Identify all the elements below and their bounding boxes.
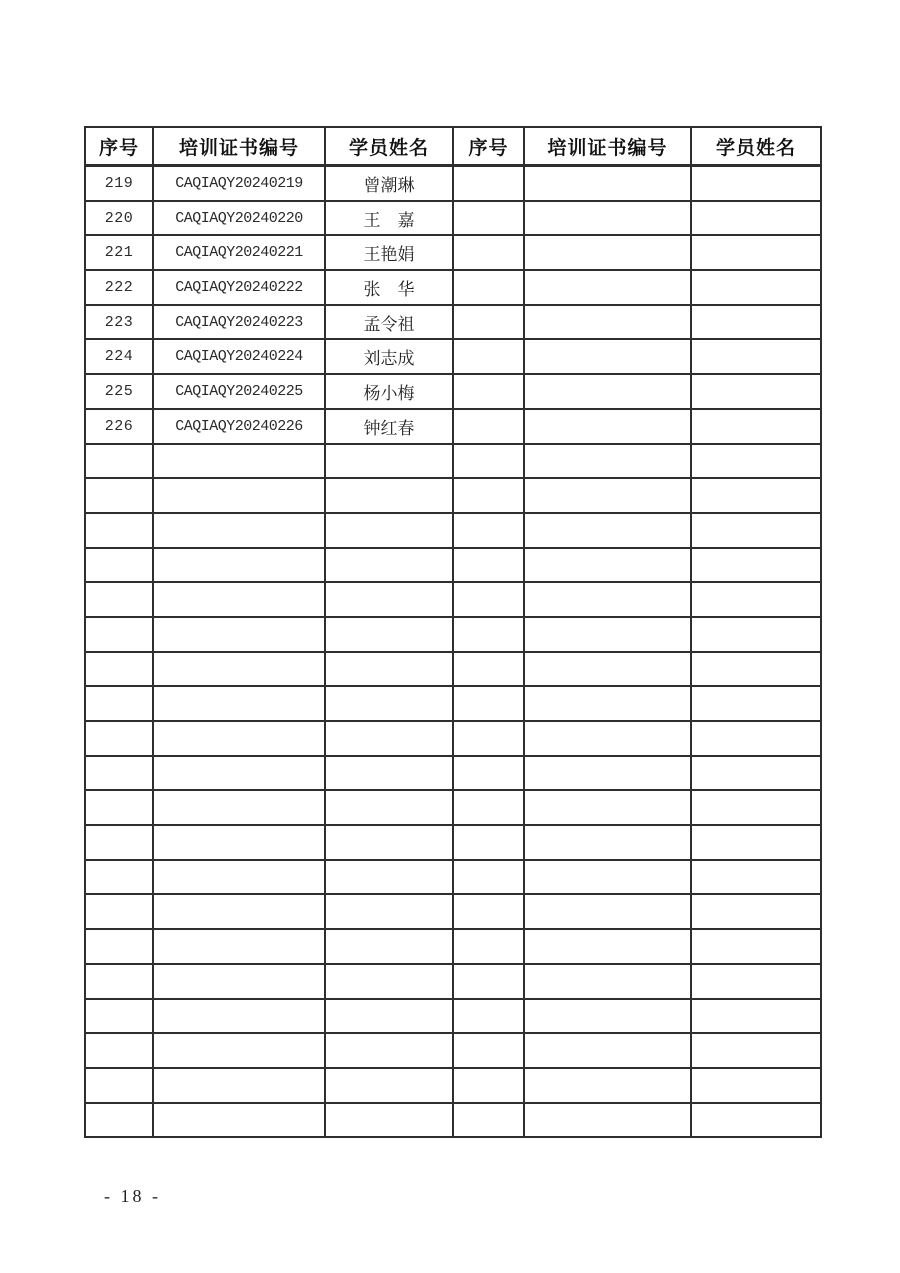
cell-serial-left bbox=[85, 1068, 153, 1103]
table-body bbox=[85, 166, 821, 1138]
column-header-serial-left: 序号 bbox=[85, 127, 153, 166]
cell-serial-left bbox=[85, 790, 153, 825]
page-number: - 18 - bbox=[104, 1186, 161, 1206]
table-row-empty bbox=[85, 548, 821, 583]
cell-certificate-right bbox=[524, 999, 691, 1034]
table-row-empty bbox=[85, 444, 821, 479]
cell-certificate-right bbox=[524, 305, 691, 340]
cell-name-left: 刘志成 bbox=[325, 339, 453, 374]
cell-name-left: 孟令祖 bbox=[325, 305, 453, 340]
table-row bbox=[85, 166, 821, 201]
cell-certificate-left bbox=[153, 1103, 325, 1138]
certificate-roster-table bbox=[84, 126, 822, 1138]
cell-name-right bbox=[691, 444, 821, 479]
cell-serial-left bbox=[85, 999, 153, 1034]
table-row-empty bbox=[85, 478, 821, 513]
cell-certificate-left: CAQIAQY20240225 bbox=[153, 374, 325, 409]
cell-certificate-right bbox=[524, 894, 691, 929]
cell-serial-right bbox=[453, 201, 524, 236]
cell-name-right bbox=[691, 235, 821, 270]
cell-certificate-right bbox=[524, 617, 691, 652]
cell-name-right bbox=[691, 339, 821, 374]
cell-certificate-left bbox=[153, 860, 325, 895]
cell-serial-right bbox=[453, 409, 524, 444]
table-row-empty bbox=[85, 999, 821, 1034]
table-row bbox=[85, 305, 821, 340]
cell-serial-right bbox=[453, 235, 524, 270]
cell-certificate-left: CAQIAQY20240226 bbox=[153, 409, 325, 444]
cell-name-left bbox=[325, 1103, 453, 1138]
cell-certificate-right bbox=[524, 374, 691, 409]
cell-name-right bbox=[691, 166, 821, 201]
cell-serial-right bbox=[453, 305, 524, 340]
cell-serial-right bbox=[453, 686, 524, 721]
cell-name-right bbox=[691, 686, 821, 721]
cell-certificate-left bbox=[153, 652, 325, 687]
cell-name-left bbox=[325, 790, 453, 825]
cell-name-right bbox=[691, 999, 821, 1034]
cell-name-right bbox=[691, 860, 821, 895]
cell-name-right bbox=[691, 1103, 821, 1138]
cell-serial-left: 219 bbox=[85, 166, 153, 201]
cell-name-left: 王艳娟 bbox=[325, 235, 453, 270]
cell-name-right bbox=[691, 1033, 821, 1068]
cell-name-left bbox=[325, 617, 453, 652]
cell-certificate-right bbox=[524, 756, 691, 791]
cell-name-right bbox=[691, 270, 821, 305]
cell-name-right bbox=[691, 929, 821, 964]
cell-certificate-right bbox=[524, 548, 691, 583]
cell-serial-right bbox=[453, 1068, 524, 1103]
cell-certificate-right bbox=[524, 1068, 691, 1103]
cell-name-right bbox=[691, 409, 821, 444]
cell-name-right bbox=[691, 652, 821, 687]
cell-certificate-left bbox=[153, 825, 325, 860]
cell-name-left: 钟红春 bbox=[325, 409, 453, 444]
cell-certificate-left bbox=[153, 478, 325, 513]
cell-name-right bbox=[691, 894, 821, 929]
cell-serial-left bbox=[85, 686, 153, 721]
table-row bbox=[85, 339, 821, 374]
table-row bbox=[85, 374, 821, 409]
cell-certificate-left bbox=[153, 582, 325, 617]
cell-serial-left bbox=[85, 756, 153, 791]
cell-certificate-left bbox=[153, 1068, 325, 1103]
cell-name-right bbox=[691, 201, 821, 236]
cell-serial-right bbox=[453, 790, 524, 825]
table-row-empty bbox=[85, 894, 821, 929]
cell-certificate-left bbox=[153, 929, 325, 964]
cell-serial-left: 222 bbox=[85, 270, 153, 305]
cell-name-right bbox=[691, 756, 821, 791]
table-row-empty bbox=[85, 790, 821, 825]
cell-serial-left: 221 bbox=[85, 235, 153, 270]
cell-certificate-right bbox=[524, 582, 691, 617]
cell-certificate-right bbox=[524, 790, 691, 825]
column-header-name-right: 学员姓名 bbox=[691, 127, 821, 166]
cell-name-left bbox=[325, 444, 453, 479]
cell-certificate-right bbox=[524, 270, 691, 305]
cell-serial-right bbox=[453, 894, 524, 929]
cell-name-right bbox=[691, 374, 821, 409]
cell-name-left bbox=[325, 964, 453, 999]
cell-serial-right bbox=[453, 929, 524, 964]
cell-serial-right bbox=[453, 1033, 524, 1068]
table-row-empty bbox=[85, 617, 821, 652]
table-row-empty bbox=[85, 825, 821, 860]
cell-certificate-left bbox=[153, 964, 325, 999]
table-row-empty bbox=[85, 721, 821, 756]
cell-certificate-right bbox=[524, 1033, 691, 1068]
cell-serial-left bbox=[85, 1103, 153, 1138]
column-header-certificate-right: 培训证书编号 bbox=[524, 127, 691, 166]
cell-serial-right bbox=[453, 166, 524, 201]
cell-serial-right bbox=[453, 444, 524, 479]
cell-name-left bbox=[325, 999, 453, 1034]
table-row-empty bbox=[85, 964, 821, 999]
table-row-empty bbox=[85, 686, 821, 721]
cell-serial-left bbox=[85, 617, 153, 652]
cell-certificate-left: CAQIAQY20240222 bbox=[153, 270, 325, 305]
cell-serial-right bbox=[453, 478, 524, 513]
cell-serial-right bbox=[453, 582, 524, 617]
cell-name-right bbox=[691, 1068, 821, 1103]
cell-certificate-left bbox=[153, 444, 325, 479]
table-row-empty bbox=[85, 513, 821, 548]
cell-certificate-left: CAQIAQY20240223 bbox=[153, 305, 325, 340]
cell-name-right bbox=[691, 305, 821, 340]
cell-serial-right bbox=[453, 270, 524, 305]
cell-name-left bbox=[325, 1033, 453, 1068]
cell-serial-left: 225 bbox=[85, 374, 153, 409]
cell-serial-right bbox=[453, 652, 524, 687]
cell-certificate-left bbox=[153, 1033, 325, 1068]
table-row-empty bbox=[85, 860, 821, 895]
cell-certificate-left bbox=[153, 548, 325, 583]
table-row-empty bbox=[85, 1103, 821, 1138]
cell-serial-left bbox=[85, 964, 153, 999]
cell-name-right bbox=[691, 964, 821, 999]
cell-certificate-left bbox=[153, 790, 325, 825]
table-header-row bbox=[85, 127, 821, 166]
cell-serial-left bbox=[85, 652, 153, 687]
cell-serial-left bbox=[85, 478, 153, 513]
cell-certificate-right bbox=[524, 721, 691, 756]
cell-serial-right bbox=[453, 721, 524, 756]
cell-name-right bbox=[691, 721, 821, 756]
table-row bbox=[85, 270, 821, 305]
cell-name-right bbox=[691, 478, 821, 513]
cell-certificate-right bbox=[524, 929, 691, 964]
cell-name-left bbox=[325, 478, 453, 513]
cell-name-left: 杨小梅 bbox=[325, 374, 453, 409]
cell-serial-right bbox=[453, 617, 524, 652]
cell-serial-left bbox=[85, 1033, 153, 1068]
table-row-empty bbox=[85, 929, 821, 964]
cell-serial-right bbox=[453, 860, 524, 895]
cell-serial-left bbox=[85, 721, 153, 756]
table-header bbox=[85, 127, 821, 166]
cell-name-left bbox=[325, 825, 453, 860]
cell-serial-left bbox=[85, 444, 153, 479]
cell-serial-right bbox=[453, 339, 524, 374]
cell-name-left: 王 嘉 bbox=[325, 201, 453, 236]
table-row bbox=[85, 235, 821, 270]
cell-certificate-right bbox=[524, 235, 691, 270]
cell-certificate-left: CAQIAQY20240224 bbox=[153, 339, 325, 374]
cell-serial-right bbox=[453, 825, 524, 860]
cell-serial-right bbox=[453, 513, 524, 548]
column-header-serial-right: 序号 bbox=[453, 127, 524, 166]
cell-serial-left: 220 bbox=[85, 201, 153, 236]
table-row-empty bbox=[85, 582, 821, 617]
cell-serial-left bbox=[85, 582, 153, 617]
cell-certificate-right bbox=[524, 201, 691, 236]
cell-certificate-left bbox=[153, 617, 325, 652]
cell-name-left bbox=[325, 513, 453, 548]
cell-certificate-left bbox=[153, 756, 325, 791]
cell-certificate-right bbox=[524, 478, 691, 513]
cell-certificate-right bbox=[524, 652, 691, 687]
cell-serial-left: 226 bbox=[85, 409, 153, 444]
cell-serial-left: 224 bbox=[85, 339, 153, 374]
cell-name-left bbox=[325, 756, 453, 791]
cell-serial-left bbox=[85, 894, 153, 929]
cell-name-left bbox=[325, 686, 453, 721]
cell-name-left bbox=[325, 721, 453, 756]
cell-certificate-right bbox=[524, 686, 691, 721]
table-row bbox=[85, 409, 821, 444]
cell-name-left bbox=[325, 929, 453, 964]
cell-name-right bbox=[691, 790, 821, 825]
cell-name-right bbox=[691, 548, 821, 583]
cell-certificate-right bbox=[524, 339, 691, 374]
cell-name-left bbox=[325, 860, 453, 895]
cell-certificate-right bbox=[524, 964, 691, 999]
cell-serial-left bbox=[85, 513, 153, 548]
cell-serial-left bbox=[85, 929, 153, 964]
cell-name-right bbox=[691, 825, 821, 860]
table-row-empty bbox=[85, 756, 821, 791]
cell-certificate-right bbox=[524, 1103, 691, 1138]
cell-certificate-right bbox=[524, 166, 691, 201]
cell-name-left bbox=[325, 894, 453, 929]
cell-name-right bbox=[691, 617, 821, 652]
cell-name-left: 曾潮琳 bbox=[325, 166, 453, 201]
cell-certificate-right bbox=[524, 825, 691, 860]
cell-certificate-left bbox=[153, 999, 325, 1034]
cell-certificate-left bbox=[153, 686, 325, 721]
cell-certificate-left: CAQIAQY20240219 bbox=[153, 166, 325, 201]
cell-name-right bbox=[691, 513, 821, 548]
cell-name-left: 张 华 bbox=[325, 270, 453, 305]
cell-certificate-right bbox=[524, 409, 691, 444]
cell-serial-right bbox=[453, 756, 524, 791]
table-row-empty bbox=[85, 1033, 821, 1068]
cell-name-left bbox=[325, 1068, 453, 1103]
cell-certificate-left bbox=[153, 894, 325, 929]
table-row bbox=[85, 201, 821, 236]
cell-name-left bbox=[325, 652, 453, 687]
cell-certificate-left: CAQIAQY20240220 bbox=[153, 201, 325, 236]
cell-certificate-right bbox=[524, 860, 691, 895]
cell-certificate-left bbox=[153, 513, 325, 548]
table-row-empty bbox=[85, 1068, 821, 1103]
cell-certificate-left bbox=[153, 721, 325, 756]
table-row-empty bbox=[85, 652, 821, 687]
column-header-name-left: 学员姓名 bbox=[325, 127, 453, 166]
cell-certificate-left: CAQIAQY20240221 bbox=[153, 235, 325, 270]
cell-certificate-right bbox=[524, 513, 691, 548]
cell-serial-left bbox=[85, 548, 153, 583]
cell-serial-left bbox=[85, 825, 153, 860]
cell-serial-right bbox=[453, 964, 524, 999]
cell-name-left bbox=[325, 548, 453, 583]
cell-serial-left bbox=[85, 860, 153, 895]
cell-certificate-right bbox=[524, 444, 691, 479]
cell-serial-right bbox=[453, 548, 524, 583]
cell-serial-right bbox=[453, 1103, 524, 1138]
column-header-certificate-left: 培训证书编号 bbox=[153, 127, 325, 166]
cell-name-right bbox=[691, 582, 821, 617]
cell-name-left bbox=[325, 582, 453, 617]
cell-serial-left: 223 bbox=[85, 305, 153, 340]
cell-serial-right bbox=[453, 374, 524, 409]
cell-serial-right bbox=[453, 999, 524, 1034]
